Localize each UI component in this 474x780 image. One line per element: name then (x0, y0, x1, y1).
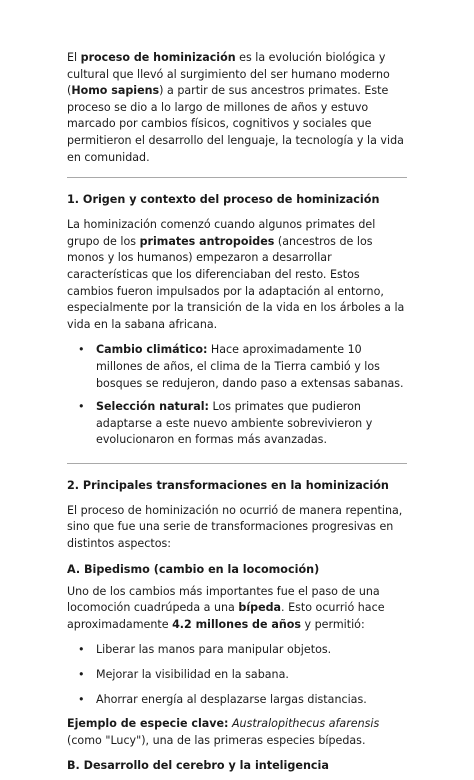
bullet-text: Liberar las manos para manipular objetos. (96, 643, 332, 657)
section-1-heading: 1. Origen y contexto del proceso de hominización (67, 193, 380, 207)
intro-text-2: es la evolución biológica y cultural que llevó al surgimiento del ser humano moderno ( (67, 51, 390, 98)
bullet-marker: • (78, 643, 85, 657)
bullet-text: Los primates que pudieron adaptarse a este nuevo ambiente sobrevivieron y evolucionaron en formas más avanzadas. (96, 400, 373, 447)
section-1-text-2: (ancestros de los monos y los humanos) empezaron a desarrollar características que los diferenciaban del resto. Estos cambios fueron impulsados por la adaptación al entorno, especialmente por la transición de la vida en los árboles a la vida en la sabana africana. (67, 234, 405, 331)
example-species: Australopithecus afarensis (231, 717, 380, 731)
bullet-text: Ahorrar energía al desplazarse largas distancias. (96, 692, 367, 706)
subsection-a-term-bipeda: bípeda (238, 601, 282, 615)
intro-text-3: ) a partir de sus ancestros primates. Este proceso se dio a lo largo de millones de años y estuvo marcado por cambios físicos, cognitivos y sociales que permitieron el desarrollo del lenguaje, la tecnología y la vida en comunidad. (67, 84, 404, 164)
subsection-a-heading: A. Bipedismo (cambio en la locomoción) (67, 562, 320, 576)
example-text: (como "Lucy"), una de las primeras especies bípedas. (67, 733, 366, 747)
subsection-a-bullet-list (67, 642, 407, 708)
document-content (67, 50, 407, 780)
subsection-a-term-date: 4.2 millones de años (172, 617, 301, 631)
section-1-paragraph (67, 217, 407, 333)
subsection-b-heading: B. Desarrollo del cerebro y la inteligencia (67, 759, 329, 773)
bullet-marker: • (78, 343, 85, 357)
bullet-label: Cambio climático: (96, 343, 208, 357)
bullet-marker: • (78, 400, 85, 414)
list-item (67, 667, 407, 684)
bullet-label: Selección natural: (96, 400, 209, 414)
subsection-a-text-1: Uno de los cambios más importantes fue el paso de una locomoción cuadrúpeda a una (67, 584, 380, 615)
list-item (67, 399, 407, 449)
bullet-marker: • (78, 692, 85, 706)
subsection-a-paragraph (67, 584, 407, 634)
example-label: Ejemplo de especie clave: (67, 717, 229, 731)
subsection-a-text-2: . Esto ocurrió hace aproximadamente (67, 601, 385, 631)
bullet-text: Hace aproximadamente 10 millones de años, el clima de la Tierra cambió y los bosques se redujeron, dando paso a extensas sabanas. (96, 343, 404, 390)
section-1-bullet-list (67, 342, 407, 449)
list-item (67, 692, 407, 709)
divider-2 (67, 463, 407, 464)
list-item (67, 342, 407, 392)
bullet-text: Mejorar la visibilidad en la sabana. (96, 668, 289, 682)
intro-paragraph (67, 50, 407, 166)
intro-term-homo-sapiens: Homo sapiens (71, 84, 160, 98)
section-2-heading: 2. Principales transformaciones en la hominización (67, 478, 389, 492)
example-paragraph (67, 716, 407, 749)
section-1-term-antropoides: primates antropoides (139, 234, 275, 248)
subsection-a-text-3: y permitió: (301, 617, 365, 631)
section-2-intro: El proceso de hominización no ocurrió de manera repentina, sino que fue una serie de transformaciones progresivas en distintos aspectos: (67, 503, 403, 551)
intro-term-hominization: proceso de hominización (80, 51, 236, 64)
intro-text-1: El (67, 51, 81, 64)
divider-1 (67, 177, 407, 178)
bullet-marker: • (78, 668, 85, 682)
section-1-text-1: La hominización comenzó cuando algunos primates del grupo de los (67, 218, 376, 248)
list-item (67, 642, 407, 659)
